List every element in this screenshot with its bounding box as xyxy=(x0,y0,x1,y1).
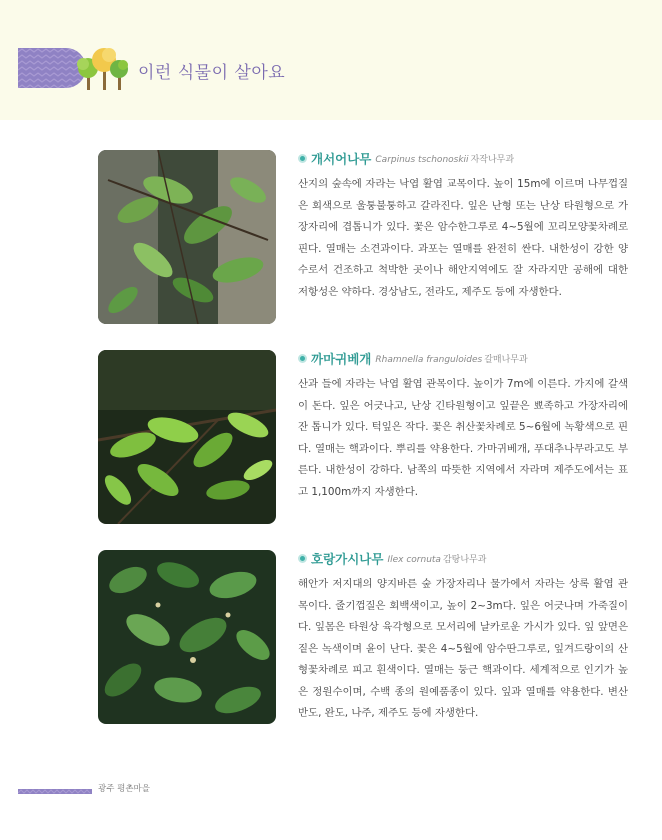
plant-family: 갈매나무과 xyxy=(484,354,528,365)
plant-name: 까마귀베개 xyxy=(311,351,372,367)
plant-scientific-name: Rhamnella franguloides xyxy=(375,354,483,365)
plant-heading xyxy=(298,550,628,568)
footer-text: 광주 평촌마을 xyxy=(98,784,150,794)
plant-text-ilex xyxy=(298,550,628,725)
plant-text-rhamnella xyxy=(298,350,628,503)
plant-name: 개서어나무 xyxy=(311,151,372,167)
bullet-icon xyxy=(298,354,307,363)
plant-name: 호랑가시나무 xyxy=(311,551,384,567)
plant-family: 자작나무과 xyxy=(470,154,515,165)
section-title: 이런 식물이 살아요 xyxy=(138,63,286,83)
plant-photo-rhamnella xyxy=(98,350,276,524)
plant-family: 감탕나무과 xyxy=(442,554,487,565)
bullet-icon xyxy=(298,554,307,563)
plant-scientific-name: Carpinus tschonoskii xyxy=(375,154,469,165)
plant-photo-carpinus xyxy=(98,150,276,324)
plant-heading xyxy=(298,150,628,168)
plant-photo-ilex xyxy=(98,550,276,724)
bullet-icon xyxy=(298,154,307,163)
footer-bar-decoration xyxy=(18,784,92,794)
plant-text-carpinus xyxy=(298,150,628,303)
tree-cluster-icon xyxy=(76,44,130,92)
plant-description: 산과 들에 자라는 낙엽 활엽 관목이다. 높이가 7m에 이른다. 가지에 갈색이 돈다. 잎은 어긋나고, 난상 긴타원형이고 잎끝은 뾰족하고 가장자리에 잔 톱니가 있다. 턱잎은 작다. 꽃은 취산꽃차례로 5~6월에 녹황색으로 핀다. 열매는 핵과이다. 뿌리를 약용한다. 가마귀베개, 푸대추나무라고도 부른다. 내한성이 강하다. 남쪽의 따뜻한 지역에서 자라며 제주도에서는 표고 1,100m까지 자생한다. xyxy=(298,378,628,498)
plant-scientific-name: Ilex cornuta xyxy=(387,554,441,565)
plant-heading xyxy=(298,350,628,368)
plant-description: 해안가 저지대의 양지바른 숲 가장자리나 물가에서 자라는 상록 활엽 관목이다. 줄기껍질은 회백색이고, 높이 2~3m다. 잎은 어긋나며 가죽질이다. 잎몸은 타원상 육각형으로 모서리에 날카로운 가시가 있다. 잎 앞면은 짙은 녹색이며 윤이 난다. 꽃은 4~5월에 암수딴그루로, 잎겨드랑이의 산형꽃차례로 피고 흰색이다. 열매는 둥근 핵과이다. 세계적으로 인기가 높은 정원수이며, 수백 종의 원예품종이 있다. 잎과 열매를 약용한다. 변산반도, 완도, 나주, 제주도 등에 자생한다. xyxy=(298,578,628,719)
plant-description: 산지의 숲속에 자라는 낙엽 활엽 교목이다. 높이 15m에 이르며 나무껍질은 회색으로 울퉁불퉁하고 갈라진다. 잎은 난형 또는 난상 타원형으로 가장자리에 겹톱니가 있다. 꽃은 암수한그루로 4~5월에 꼬리모양꽃차례로 핀다. 열매는 소견과이다. 과포는 열매를 완전히 싼다. 내한성이 강한 양수로서 건조하고 척박한 곳이나 해안지역에도 잘 자라지만 공해에 대한 저항성은 약하다. 경상남도, 전라도, 제주도 등에 자생한다. xyxy=(298,178,628,298)
